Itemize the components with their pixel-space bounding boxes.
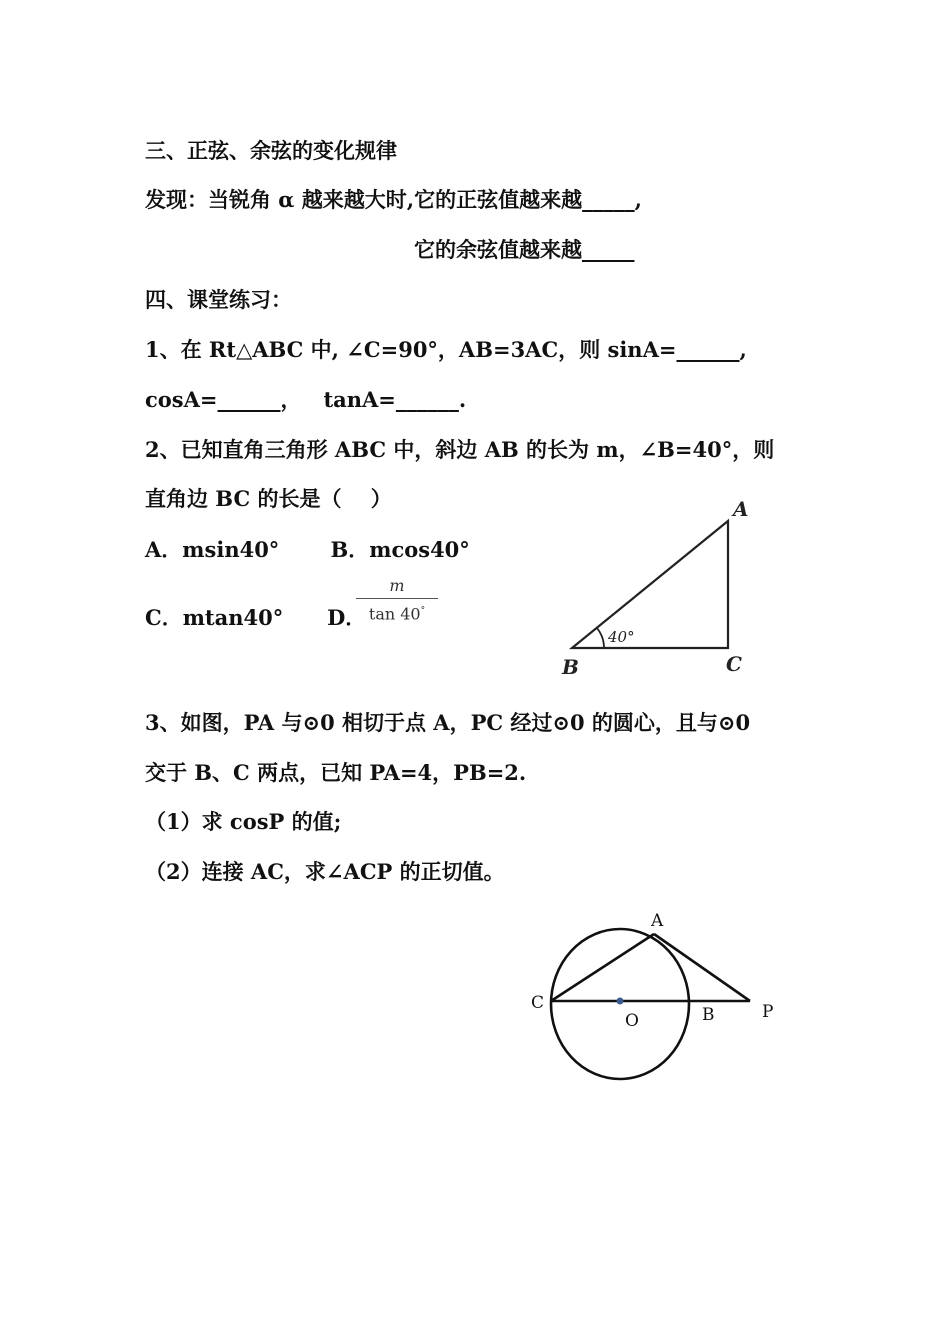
section-3-title: 三、正弦、余弦的变化规律	[145, 138, 397, 163]
fraction-bar	[356, 598, 438, 599]
question-3-part-2: （2）连接 AC，求∠ACP 的正切值。	[145, 859, 505, 884]
circle-label-a: A	[651, 911, 664, 931]
triangle-label-c: C	[726, 652, 742, 676]
angle-arc	[597, 628, 604, 648]
fraction-denominator-text: tan 40	[368, 604, 421, 624]
question-3-part-1: （1）求 cosP 的值;	[145, 809, 342, 834]
question-3-line-1: 3、如图，PA 与⊙0 相切于点 A，PC 经过⊙0 的圆心，且与⊙0	[145, 710, 751, 735]
circle-label-b: B	[702, 1005, 715, 1025]
fraction-denominator	[356, 601, 438, 624]
triangle-shape	[572, 521, 728, 648]
tangent-line-pa	[654, 934, 750, 1001]
question-2-line-1: 2、已知直角三角形 ABC 中，斜边 AB 的长为 m，∠B=40°，则	[145, 437, 775, 462]
center-point-o	[617, 998, 624, 1005]
angle-label: 40°	[608, 628, 635, 646]
question-2-options-row-1: A．msin40° B．mcos40°	[145, 537, 470, 562]
circle-o	[551, 929, 689, 1079]
question-2-options-row-2: C．mtan40° D．	[145, 605, 367, 630]
question-3-line-2: 交于 B、C 两点，已知 PA=4，PB=2.	[145, 760, 527, 785]
circle-label-c: C	[531, 993, 545, 1013]
question-1-line-2: cosA=______， tanA=______.	[145, 387, 467, 412]
fraction-degree: °	[420, 606, 426, 616]
finding-line-1: 发现：当锐角 α 越来越大时,它的正弦值越来越_____,	[145, 187, 642, 212]
question-1-line-1: 1、在 Rt△ABC 中, ∠C=90°，AB=3AC，则 sinA=______,	[145, 337, 747, 362]
section-4-title: 四、课堂练习：	[145, 287, 292, 312]
circle-label-p: P	[762, 1002, 774, 1022]
question-2-line-2: 直角边 BC 的长是（ ）	[145, 486, 392, 511]
triangle-label-b: B	[562, 655, 579, 679]
circle-label-o: O	[625, 1011, 639, 1031]
fraction-numerator: m	[389, 576, 405, 595]
triangle-label-a: A	[733, 497, 749, 521]
line-ca	[551, 934, 654, 1001]
option-d-fraction	[356, 576, 438, 624]
finding-line-2: 它的余弦值越来越_____	[414, 237, 635, 262]
